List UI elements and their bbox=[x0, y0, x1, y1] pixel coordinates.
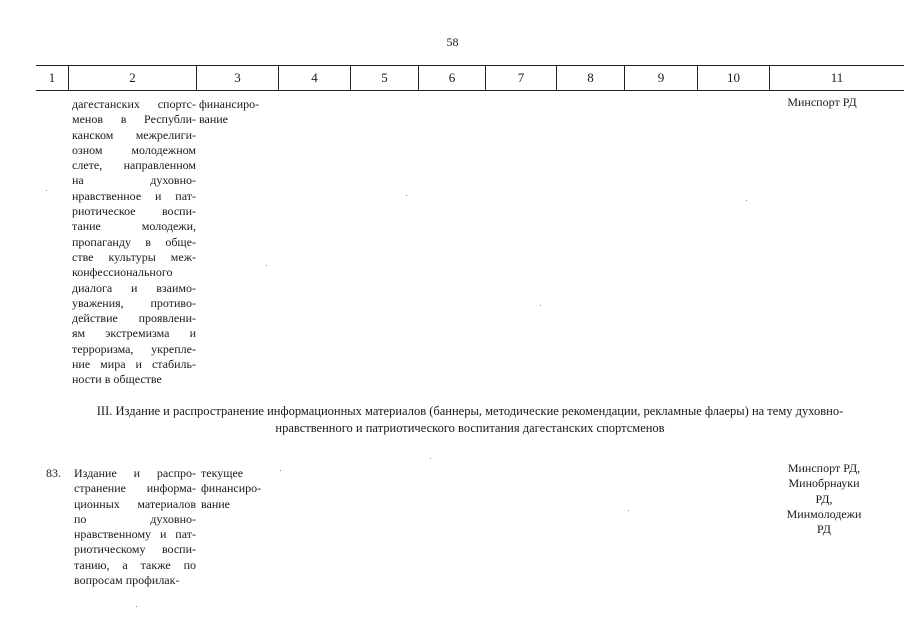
row1-col2-line: конфессионального bbox=[72, 265, 173, 280]
header-col-6: 6 bbox=[418, 66, 485, 90]
row83-col11-line: Минобрнауки bbox=[788, 476, 860, 491]
scan-dot bbox=[136, 606, 137, 607]
row1-col2-line: канском межрелиги- bbox=[72, 127, 196, 142]
row1-col2-line: риотическое воспи- bbox=[72, 204, 196, 219]
scan-dot bbox=[540, 305, 541, 306]
row1-col2-line: дагестанских спортс- bbox=[72, 97, 196, 111]
row1-col2-line: ности в обществе bbox=[72, 372, 162, 387]
row83-col11-line: Минспорт РД, bbox=[787, 461, 861, 475]
scan-dot bbox=[46, 190, 47, 191]
row83-col3-line: текущее bbox=[201, 466, 244, 480]
row1-col2-line: уважения, противо- bbox=[72, 295, 196, 310]
row83-col2-line: риотическому воспи- bbox=[74, 542, 196, 557]
row83-col3-text bbox=[201, 466, 281, 512]
row1-col2-line: стве культуры меж- bbox=[72, 249, 196, 264]
row83-col2-line: вопросам профилак- bbox=[74, 573, 180, 588]
row83-col2-text bbox=[74, 466, 196, 588]
row1-col2-text bbox=[72, 97, 196, 388]
header-col-9: 9 bbox=[624, 66, 697, 90]
section-heading-line: нравственного и патриотического воспитания дагестанских спортсменов bbox=[275, 421, 665, 435]
row83-col2-line: странение информа- bbox=[74, 481, 196, 496]
header-col-5: 5 bbox=[350, 66, 418, 90]
table-header-row bbox=[36, 65, 904, 91]
header-col-10: 10 bbox=[697, 66, 769, 90]
row83-col2-line: танию, а также по bbox=[74, 557, 196, 572]
header-col-11: 11 bbox=[769, 66, 904, 90]
row83-col11-text bbox=[774, 461, 874, 537]
row1-col2-line: менов в Республи- bbox=[72, 112, 196, 127]
row1-col2-line: на духовно- bbox=[72, 173, 196, 188]
row83-col11-line: РД, bbox=[815, 491, 833, 506]
section-heading bbox=[36, 403, 904, 437]
row1-col2-line: нравственное и пат- bbox=[72, 188, 196, 203]
row83-col2-line: Издание и распро- bbox=[74, 466, 196, 480]
row1-col3-line: вание bbox=[199, 112, 229, 127]
row1-col3-line: финансиро- bbox=[199, 97, 260, 111]
row1-col3-text bbox=[199, 97, 279, 128]
row1-col2-line: озном молодежном bbox=[72, 142, 196, 157]
row83-col11-line: Минмолодежи bbox=[786, 506, 862, 521]
header-col-2: 2 bbox=[68, 66, 196, 90]
header-col-8: 8 bbox=[556, 66, 624, 90]
row83-col11-line: РД bbox=[817, 522, 831, 537]
scan-dot bbox=[746, 200, 747, 201]
row83-col2-line: по духовно- bbox=[74, 511, 196, 526]
row1-col2-line: ям экстремизма и bbox=[72, 326, 196, 341]
row1-col2-line: тание молодежи, bbox=[72, 219, 196, 234]
scan-dot bbox=[406, 195, 407, 196]
scan-dot bbox=[430, 458, 431, 459]
header-col-3: 3 bbox=[196, 66, 278, 90]
row83-col3-line: финансиро- bbox=[201, 481, 262, 496]
row83-col2-line: ционных материалов bbox=[74, 496, 196, 511]
row1-col2-line: пропаганду в обще- bbox=[72, 234, 196, 249]
row1-col2-line: действие проявлени- bbox=[72, 311, 196, 326]
row1-col2-line: ние мира и стабиль- bbox=[72, 357, 196, 372]
row1-col2-line: слете, направленном bbox=[72, 158, 196, 173]
row1-col2-line: диалога и взаимо- bbox=[72, 280, 196, 295]
row1-col11-line: Минспорт РД bbox=[787, 95, 857, 109]
header-col-4: 4 bbox=[278, 66, 350, 90]
scan-dot bbox=[266, 265, 267, 266]
scan-dot bbox=[280, 470, 281, 471]
row1-col11-text bbox=[772, 95, 872, 110]
header-col-1: 1 bbox=[48, 70, 56, 85]
row83-col3-line: вание bbox=[201, 496, 231, 511]
scan-dot bbox=[628, 510, 629, 511]
page-number: 58 bbox=[446, 35, 459, 49]
header-col-7: 7 bbox=[485, 66, 556, 90]
section-heading-line: III. Издание и распространение информационных материалов (баннеры, методические рекомендации, рекламные флаеры) на тему духовно- bbox=[96, 404, 844, 418]
row1-col2-line: терроризма, укрепле- bbox=[72, 341, 196, 356]
row83-number: 83. bbox=[46, 466, 61, 480]
row83-col2-line: нравственному и пат- bbox=[74, 527, 196, 542]
